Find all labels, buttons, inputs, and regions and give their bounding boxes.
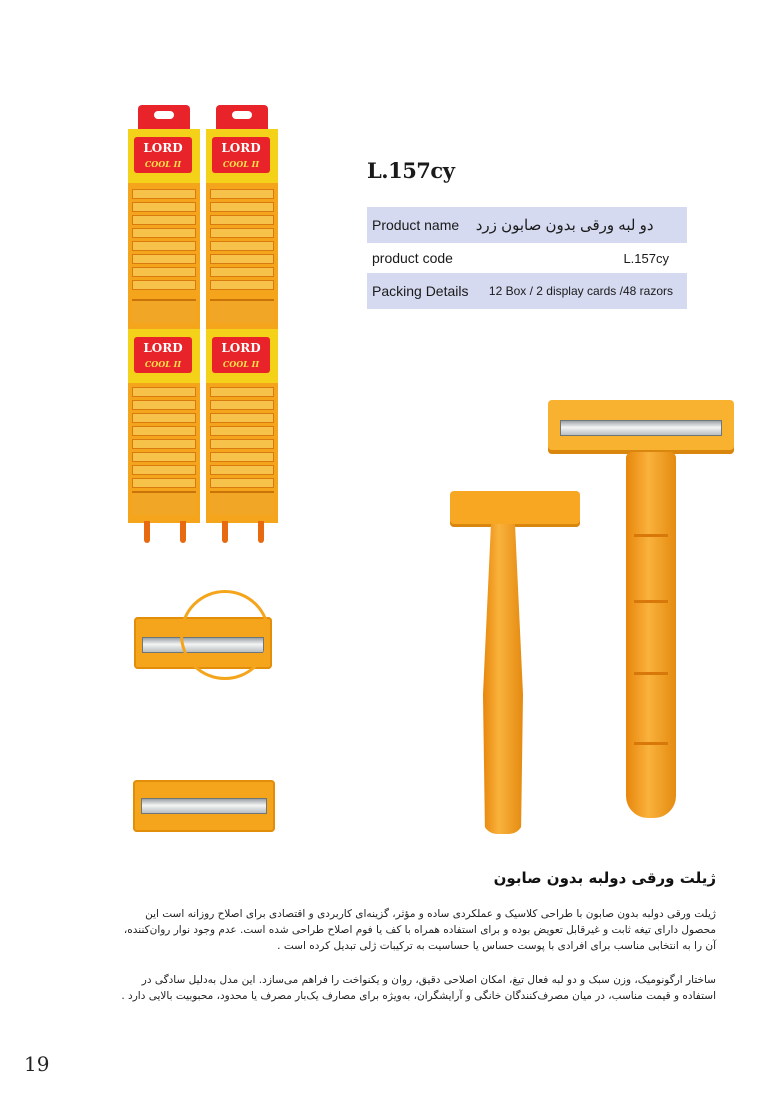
razor-packs [210,189,274,293]
razor-strip [210,491,274,515]
razor-packs [132,189,196,293]
description-paragraph-2: ساختار ارگونومیک، وزن سبک و دو لبه فعال تیغ، امکان اصلاحی دقیق، روان و یکنواخت را فراهم می‌سازد. این مدل به‌دلیل سادگی در استفاده و قیمت مناسب، در میان مصرف‌کنندگان خانگی و آرایشگران، به‌ویژه برای مصارف یک‌بار مصرف یا محدود، محبوبیت بالایی دارد . [121,974,716,1002]
brand-logo: LORD COOL II [212,137,270,173]
display-card-image [128,105,280,543]
small-razor-handle [483,524,523,834]
display-card-right [206,105,278,543]
razor-strip [210,299,274,323]
card-header [206,129,278,183]
display-card-left [128,105,200,543]
razor-strip [132,299,196,323]
peg [180,521,186,543]
spec-label: Packing Details [372,283,469,299]
model-title: L.157cy [367,158,455,183]
spec-label: product code [372,250,453,266]
brand-logo: LORD COOL II [134,137,192,173]
page-number: 19 [24,1052,50,1076]
razor-packs [132,387,196,491]
card-header [128,129,200,183]
razor-head-front [133,780,275,832]
spec-value: دو لبه ورقی بدون صابون زرد [475,217,654,234]
brand-logo: LORD COOL II [212,337,270,373]
blade [141,798,267,814]
card-body [206,129,278,523]
peg [258,521,264,543]
blade [560,420,722,436]
spec-table [367,207,687,309]
peg [222,521,228,543]
brand-logo: LORD COOL II [134,337,192,373]
spec-row-code [367,243,687,273]
zoom-circle [180,590,270,680]
spec-value: 12 Box / 2 display cards /48 razors [488,284,673,298]
razor-packs [210,387,274,491]
large-razor-handle [626,452,676,818]
card-header [128,329,200,383]
description-title: ژیلت ورقی دولبه بدون صابون [493,869,716,887]
description-paragraph-1: ژیلت ورقی دولبه بدون صابون با طراحی کلاسیک و عملکردی ساده و مؤثر، گزینه‌ای کاربردی و اقتصادی برای اصلاح روزانه است این محصول دارای تیغه ثابت و غیرقابل تعویض بوده و برای استفاده همراه با کف یا فوم اصلاح طراحی شده است. عدم وجود نوار روان‌کننده، آن را به انتخابی مناسب برای افرادی با پوست حساس یا حساسیت به ترکیبات ژلی تبدیل کرده است . [123,908,716,952]
peg [144,521,150,543]
small-razor-head [450,491,580,527]
card-header [206,329,278,383]
spec-row-name [367,207,687,243]
spec-value: L.157cy [623,250,669,266]
razor-strip [132,491,196,515]
large-razor-head [548,400,734,454]
spec-row-packing [367,273,687,309]
spec-label: Product name [372,217,460,233]
card-body [128,129,200,523]
